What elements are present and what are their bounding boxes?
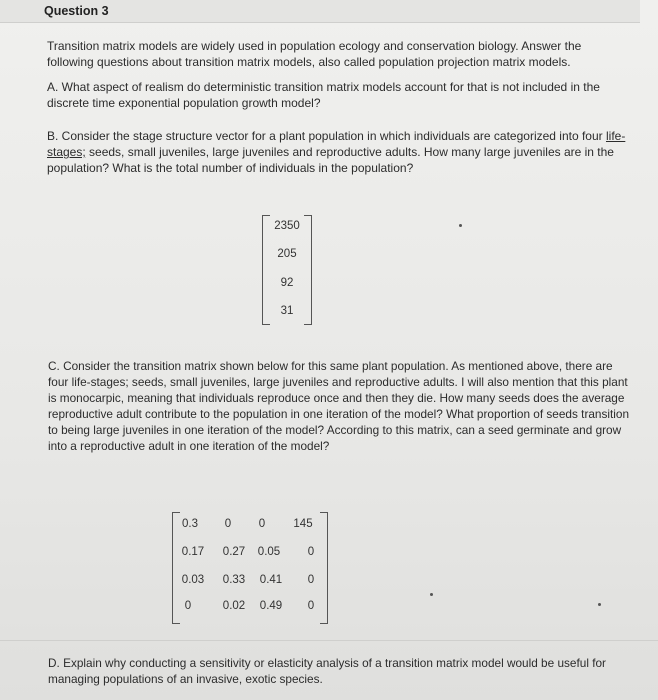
matrix-cell: 0.27 (222, 546, 246, 558)
part-b-before: B. Consider the stage structure vector for a plant population in which individuals are categorized into four (47, 129, 606, 143)
vector-value: 31 (280, 305, 294, 317)
matrix-cell: 0.03 (181, 574, 205, 586)
part-c-text: C. Consider the transition matrix shown below for this same plant population. As mentioned above, there are four life-stages; seeds, small juveniles, large juveniles and reproductive adults. I will also mention that this plant is monocarpic, meaning that individuals reproduce once and then they die. How many seeds does the average reproductive adult contribute to the population in one iteration of the model? What proportion of seeds transition to being large juveniles in one iteration of the model? According to this matrix, can a seed germinate and grow into a reproductive adult in one iteration of the model? (48, 359, 630, 453)
matrix-cell: 145 (293, 518, 313, 530)
transition-matrix (172, 512, 328, 622)
matrix-cell: 0.49 (259, 600, 283, 612)
matrix-cell: 0 (307, 574, 315, 586)
vector-value: 205 (277, 248, 297, 260)
vector-value: 2350 (274, 220, 300, 232)
matrix-cell: 0.3 (182, 518, 198, 530)
speck (598, 603, 601, 606)
matrix-cell: 0.41 (259, 574, 283, 586)
vector-value: 92 (280, 277, 294, 289)
matrix-cell: 0 (307, 600, 315, 612)
speck (459, 224, 462, 227)
question-header (0, 0, 640, 23)
section-divider (0, 640, 658, 641)
matrix-cell: 0 (224, 518, 232, 530)
stage-vector (262, 215, 312, 323)
part-a-text: A. What aspect of realism do deterministic transition matrix models account for that is not included in the discrete time exponential population growth model? (47, 80, 600, 110)
speck (430, 593, 433, 596)
question-title: Question 3 (44, 4, 109, 18)
matrix-cell: 0 (258, 518, 266, 530)
intro-paragraph: Transition matrix models are widely used in population ecology and conservation biology. Answer the following questions about transition matrix models, also called population projection matrix models. (47, 39, 582, 69)
part-b-after: seeds, small juveniles, large juveniles and reproductive adults. How many large juveniles are in the population? What is the total number of individuals in the population? (47, 145, 614, 175)
matrix-cell: 0 (307, 546, 315, 558)
matrix-cell: 0.05 (257, 546, 281, 558)
matrix-cell: 0.17 (181, 546, 205, 558)
matrix-cell: 0 (184, 600, 192, 612)
part-b-text (47, 128, 627, 176)
matrix-cell: 0.33 (222, 574, 246, 586)
part-d-text: D. Explain why conducting a sensitivity or elasticity analysis of a transition matrix model would be useful for managing populations of an invasive, exotic species. (48, 656, 606, 686)
matrix-cell: 0.02 (222, 600, 246, 612)
part-b-underlined: life-stages; (47, 129, 626, 159)
